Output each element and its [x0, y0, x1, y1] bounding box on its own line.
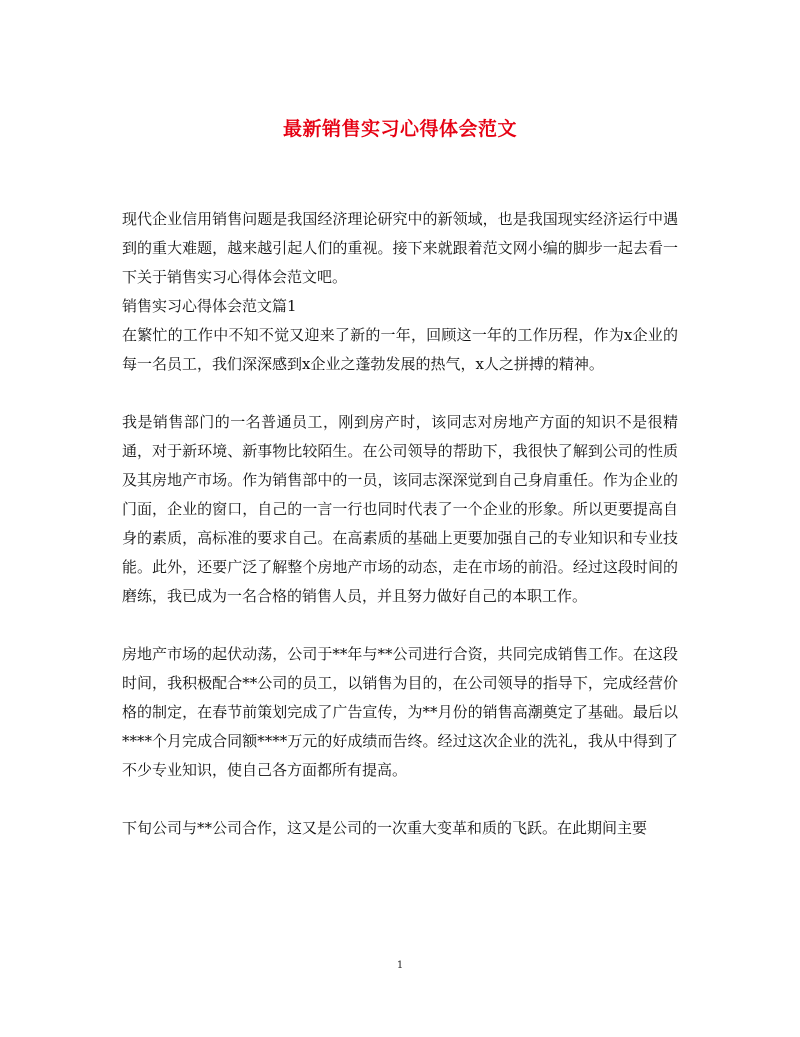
section-heading: 销售实习心得体会范文篇1 — [122, 297, 297, 315]
body-paragraph: 在繁忙的工作中不知不觉又迎来了新的一年，回顾这一年的工作历程，作为x企业的每一名员工，我们深深感到x企业之蓬勃发展的热气，x人之拼搏的精神。 — [122, 326, 678, 373]
body-paragraph: 我是销售部门的一名普通员工，刚到房产时，该同志对房地产方面的知识不是很精通，对于新环境、新事物比较陌生。在公司领导的帮助下，我很快了解到公司的性质及其房地产市场。作为销售部中的一员，该同志深深觉到自己身肩重任。作为企业的门面，企业的窗口，自己的一言一行也同时代表了一个企业的形象。所以更要提高自身的素质，高标准的要求自己。在高素质的基础上更要加强自己的专业知识和专业技能。此外，还要广泛了解整个房地产市场的动态，走在市场的前沿。经过这段时间的磨练，我已成为一名合格的销售人员，并且努力做好自己的本职工作。 — [122, 413, 678, 605]
page-number: 1 — [396, 960, 404, 971]
body-paragraph: 房地产市场的起伏动荡，公司于**年与**公司进行合资，共同完成销售工作。在这段时间，我积极配合**公司的员工，以销售为目的，在公司领导的指导下，完成经营价格的制定，在春节前策划完成了广告宣传，为**月份的销售高潮奠定了基础。最后以****个月完成合同额****万元的好成绩而告终。经过这次企业的洗礼，我从中得到了不少专业知识，使自己各方面都所有提高。 — [122, 645, 678, 779]
intro-paragraph: 现代企业信用销售问题是我国经济理论研究中的新领域，也是我国现实经济运行中遇到的重大难题，越来越引起人们的重视。接下来就跟着范文网小编的脚步一起去看一下关于销售实习心得体会范文吧。 — [122, 210, 678, 286]
body-paragraph: 下旬公司与**公司合作，这又是公司的一次重大变革和质的飞跃。在此期间主要 — [122, 819, 648, 837]
document-title: 最新销售实习心得体会范文 — [282, 118, 517, 140]
document-body — [122, 205, 678, 843]
